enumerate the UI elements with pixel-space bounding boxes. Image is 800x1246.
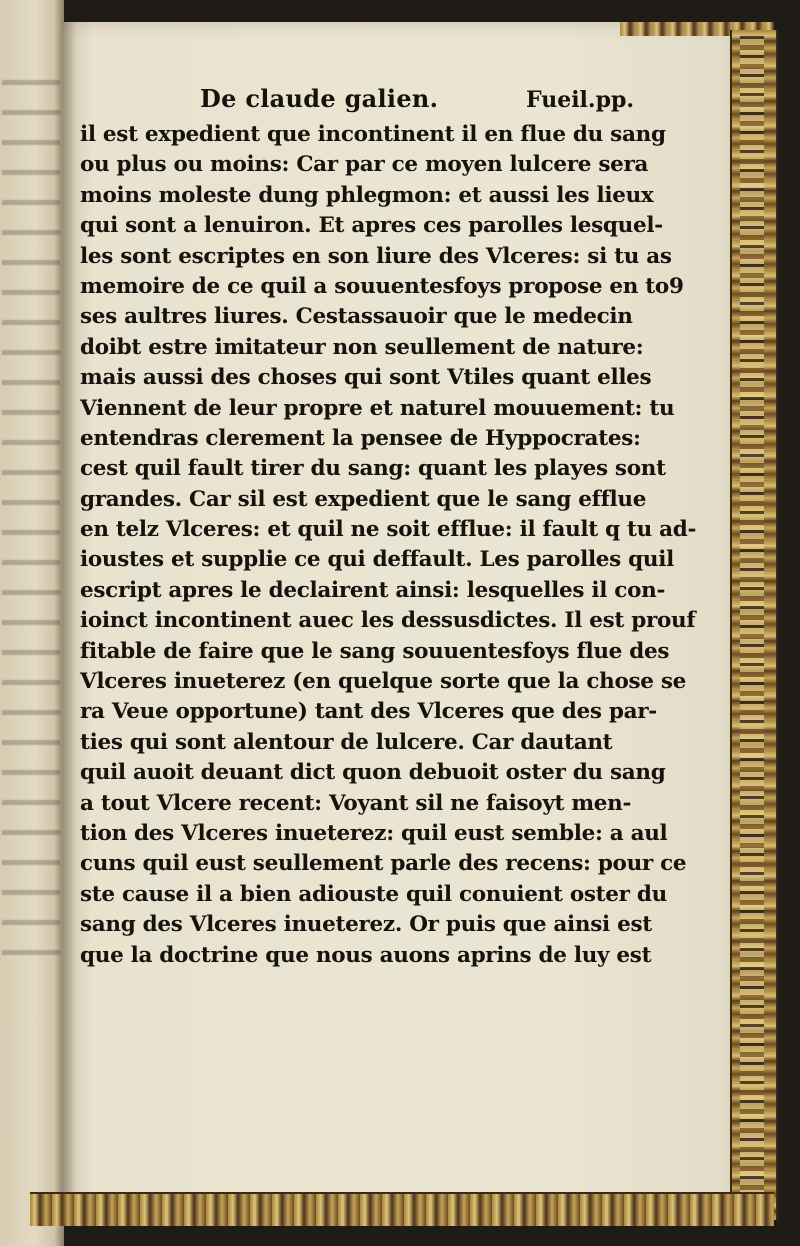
text-line: cuns quil eust seullement parle des recens: pour ce	[80, 851, 687, 877]
text-line: memoire de ce quil a souuentesfoys propose en to9	[80, 273, 684, 299]
text-line: fitable de faire que le sang souuentesfoys flue des	[80, 638, 670, 664]
text-line: quil auoit deuant dict quon debuoit oster du sang	[80, 760, 666, 786]
text-line: ties qui sont alentour de lulcere. Car dautant	[80, 729, 613, 755]
folio-number: Fueil.pp.	[525, 87, 634, 113]
text-line: escript apres le declairent ainsi: lesquelles il con-	[80, 577, 666, 603]
running-head	[80, 84, 640, 118]
text-line: ioinct incontinent auec les dessusdictes. Il est prouf	[80, 608, 696, 634]
text-line: Viennent de leur propre et naturel mouuement: tu	[80, 395, 675, 421]
body-text	[80, 120, 697, 971]
text-line: doibt estre imitateur non seullement de nature:	[80, 334, 644, 360]
text-line: ioustes et supplie ce qui deffault. Les parolles quil	[80, 547, 674, 573]
text-line: entendras clerement la pensee de Hyppocrates:	[80, 425, 641, 451]
facing-page-edge	[0, 0, 64, 1246]
text-line: ste cause il a bien adiouste quil conuient oster du	[80, 881, 667, 907]
facing-page-text-bleed	[2, 80, 60, 980]
text-line: les sont escriptes en son liure des Vlceres: si tu as	[80, 243, 672, 269]
text-line: sang des Vlceres inueterez. Or puis que ainsi est	[80, 912, 652, 938]
text-line: a tout Vlcere recent: Voyant sil ne faisoyt men-	[80, 790, 632, 816]
text-line: ses aultres liures. Cestassauoir que le medecin	[80, 304, 633, 330]
text-line: moins moleste dung phlegmon: et aussi les lieux	[80, 182, 654, 208]
text-line: mais aussi des choses qui sont Vtiles quant elles	[80, 365, 652, 391]
text-line: en telz Vlceres: et quil ne soit efflue: il fault q tu ad-	[80, 517, 697, 543]
woodcut-border-pattern	[740, 36, 764, 1212]
text-line: qui sont a lenuiron. Et apres ces parolles lesquel-	[80, 213, 663, 239]
text-line: il est expedient que incontinent il en flue du sang	[80, 122, 666, 147]
text-line: que la doctrine que nous auons aprins de luy est	[80, 942, 652, 968]
text-block	[80, 84, 697, 971]
woodcut-border-bottom	[30, 1192, 774, 1226]
woodcut-border-right	[730, 30, 778, 1220]
running-head-title: De claude galien.	[200, 84, 439, 113]
text-line: Vlceres inueterez (en quelque sorte que la chose se	[80, 669, 687, 695]
text-line: cest quil fault tirer du sang: quant les playes sont	[80, 456, 666, 482]
text-line: tion des Vlceres inueterez: quil eust semble: a aul	[80, 820, 668, 846]
text-line: ra Veue opportune) tant des Vlceres que des par-	[80, 699, 657, 725]
text-line: ou plus ou moins: Car par ce moyen lulcere sera	[80, 152, 649, 178]
text-line: grandes. Car sil est expedient que le sang efflue	[80, 486, 647, 512]
